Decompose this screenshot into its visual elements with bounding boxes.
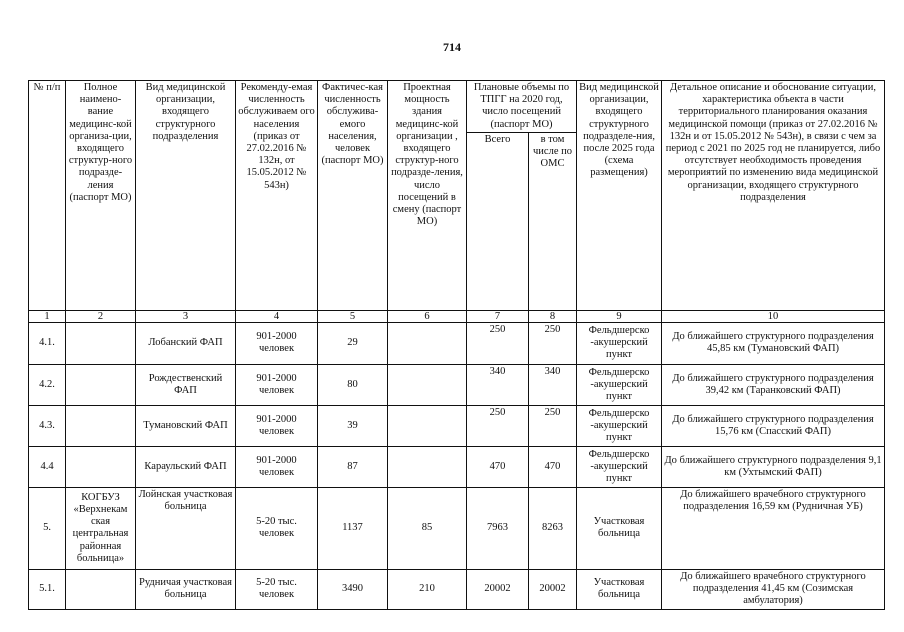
recommended-population: 5-20 тыс. человек	[236, 569, 318, 609]
visits-oms: 340	[529, 364, 577, 405]
data-table	[28, 80, 885, 610]
header-col-9: Вид медицинской организации, входящего структурного подразделе-ния, после 2025 года (схема размещения)	[577, 81, 662, 311]
header-col-4: Рекоменду-емая численность обслуживаем ого населения (приказ от 27.02.2016 № 132н, от 15.05.2012 № 543н)	[236, 81, 318, 311]
table-row	[29, 446, 885, 487]
org-type: Лойнская участковая больница	[136, 487, 236, 569]
recommended-population: 901-2000 человек	[236, 322, 318, 364]
org-name	[66, 322, 136, 364]
description: До ближайшего структурного подразделения 45,85 км (Тумановский ФАП)	[662, 322, 885, 364]
header-col-3: Вид медицинской организации, входящего структурного подразделения	[136, 81, 236, 311]
actual-population: 3490	[318, 569, 388, 609]
actual-population: 80	[318, 364, 388, 405]
type-after-2025: Фельдшерско -акушерский пункт	[577, 322, 662, 364]
recommended-population: 5-20 тыс. человек	[236, 487, 318, 569]
row-number: 5.1.	[29, 569, 66, 609]
recommended-population: 901-2000 человек	[236, 364, 318, 405]
capacity	[388, 446, 467, 487]
col-number: 5	[318, 310, 388, 322]
description: До ближайшего структурного подразделения 15,76 км (Спасский ФАП)	[662, 405, 885, 446]
actual-population: 29	[318, 322, 388, 364]
col-number: 1	[29, 310, 66, 322]
header-col-1: № п/п	[29, 81, 66, 311]
col-number: 10	[662, 310, 885, 322]
header-col-7: Всего	[467, 132, 529, 310]
header-row	[29, 81, 885, 133]
visits-total: 7963	[467, 487, 529, 569]
col-number: 7	[467, 310, 529, 322]
row-number: 4.4	[29, 446, 66, 487]
org-type: Рождественский ФАП	[136, 364, 236, 405]
capacity	[388, 364, 467, 405]
org-type: Тумановский ФАП	[136, 405, 236, 446]
page-number: 714	[443, 40, 461, 54]
type-after-2025: Фельдшерско -акушерский пункт	[577, 364, 662, 405]
row-number: 4.3.	[29, 405, 66, 446]
capacity: 210	[388, 569, 467, 609]
org-name	[66, 364, 136, 405]
visits-total: 250	[467, 405, 529, 446]
type-after-2025: Участковая больница	[577, 569, 662, 609]
org-name	[66, 569, 136, 609]
type-after-2025: Фельдшерско -акушерский пункт	[577, 405, 662, 446]
visits-total: 20002	[467, 569, 529, 609]
description: До ближайшего врачебного структурного подразделения 16,59 км (Рудничная УБ)	[662, 487, 885, 569]
col-number: 6	[388, 310, 467, 322]
row-number: 4.1.	[29, 322, 66, 364]
table-row	[29, 364, 885, 405]
col-number: 2	[66, 310, 136, 322]
visits-oms: 20002	[529, 569, 577, 609]
col-number: 4	[236, 310, 318, 322]
visits-total: 250	[467, 322, 529, 364]
row-number: 4.2.	[29, 364, 66, 405]
org-name: КОГБУЗ «Верхнекам ская центральная районная больница»	[66, 487, 136, 569]
capacity: 85	[388, 487, 467, 569]
visits-total: 340	[467, 364, 529, 405]
table-row	[29, 322, 885, 364]
header-col-5: Фактичес-кая численность обслужива-емого населения, человек (паспорт МО)	[318, 81, 388, 311]
row-number: 5.	[29, 487, 66, 569]
table-row	[29, 405, 885, 446]
visits-oms: 470	[529, 446, 577, 487]
header-col-7-8: Плановые объемы по ТПГГ на 2020 год, число посещений (паспорт МО)	[467, 81, 577, 133]
table-row	[29, 569, 885, 609]
visits-oms: 250	[529, 322, 577, 364]
type-after-2025: Участковая больница	[577, 487, 662, 569]
visits-oms: 8263	[529, 487, 577, 569]
actual-population: 39	[318, 405, 388, 446]
header-col-2: Полное наимено-вание медицинс-кой организа-ции, входящего структур-ного подразде-ления (паспорт МО)	[66, 81, 136, 311]
recommended-population: 901-2000 человек	[236, 446, 318, 487]
header-col-8: в том числе по ОМС	[529, 132, 577, 310]
col-number: 8	[529, 310, 577, 322]
org-name	[66, 446, 136, 487]
capacity	[388, 322, 467, 364]
description: До ближайшего структурного подразделения 39,42 км (Таранковский ФАП)	[662, 364, 885, 405]
visits-oms: 250	[529, 405, 577, 446]
org-type: Караульский ФАП	[136, 446, 236, 487]
table-row	[29, 487, 885, 569]
description: До ближайшего врачебного структурного подразделения 41,45 км (Созимская амбулатория)	[662, 569, 885, 609]
capacity	[388, 405, 467, 446]
visits-total: 470	[467, 446, 529, 487]
column-number-row	[29, 310, 885, 322]
org-name	[66, 405, 136, 446]
description: До ближайшего структурного подразделения 9,1 км (Ухтымский ФАП)	[662, 446, 885, 487]
actual-population: 1137	[318, 487, 388, 569]
actual-population: 87	[318, 446, 388, 487]
col-number: 3	[136, 310, 236, 322]
col-number: 9	[577, 310, 662, 322]
type-after-2025: Фельдшерско -акушерский пункт	[577, 446, 662, 487]
header-col-10: Детальное описание и обоснование ситуации, характеристика объекта в части территориального планирования оказания медицинской помощи (приказ от 27.02.2016 № 132н и от 15.05.2012 № 543н), в связи с чем за период с 2021 по 2025 год не планируется, либо отсутствует необходимость проведения мероприятий по изменению вида медицинской организации, входящего структурного подразделения	[662, 81, 885, 311]
org-type: Рудничая участковая больница	[136, 569, 236, 609]
recommended-population: 901-2000 человек	[236, 405, 318, 446]
header-col-6: Проектная мощность здания медицинс-кой организации , входящего структур-ного подразде-ления, число посещений в смену (паспорт МО)	[388, 81, 467, 311]
org-type: Лобанский ФАП	[136, 322, 236, 364]
